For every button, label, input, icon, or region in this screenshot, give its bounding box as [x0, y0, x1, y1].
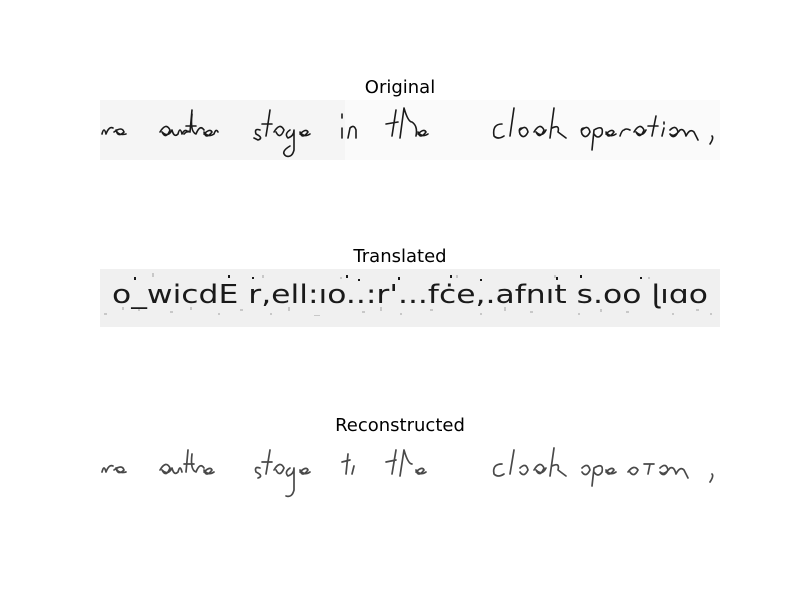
reconstructed-handwriting-image	[100, 438, 720, 500]
translated-panel-title: Translated	[353, 246, 447, 267]
reconstructed-panel-title: Reconstructed	[335, 415, 465, 436]
original-panel-title: Original	[364, 77, 436, 98]
original-handwriting-image	[100, 100, 720, 160]
svg-text:o_wicdE r,ell:ıo..:r'...fċe,.a: o_wicdE r,ell:ıo..:r'...fċe,.afnıt s.oo ɭıɑo	[112, 280, 708, 310]
translated-glyph-image	[100, 269, 720, 327]
